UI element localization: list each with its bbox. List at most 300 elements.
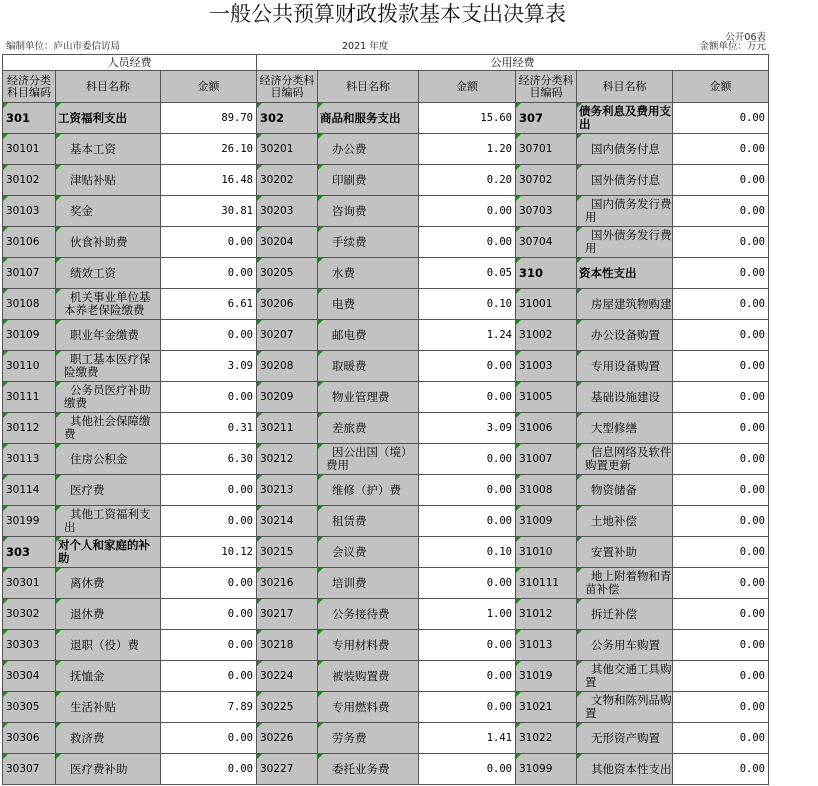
code-cell[interactable]: 30112 [3,413,56,444]
cell-comment-marker [318,258,323,263]
amount-cell[interactable]: 0.00 [161,258,257,289]
cell-comment-marker [3,134,8,139]
code-cell[interactable]: 30306 [3,723,56,754]
cell-comment-marker [318,568,323,573]
name-cell[interactable] [56,320,161,351]
name-cell[interactable] [577,227,673,258]
amount-cell[interactable]: 0.00 [673,258,769,289]
amount-cell[interactable]: 0.00 [161,599,257,630]
code-cell[interactable]: 31019 [516,661,577,692]
name-cell[interactable] [318,351,419,382]
name-cell[interactable] [577,258,673,289]
amount-cell[interactable]: 0.00 [161,382,257,413]
subject-name: 安置补助 [591,544,637,559]
amount-cell[interactable]: 0.20 [419,165,516,196]
name-cell[interactable] [318,444,419,475]
code-cell[interactable]: 30206 [257,289,318,320]
subject-name: 对个人和家庭的补助 [58,538,150,565]
page-title: 一般公共预算财政拨款基本支出决算表 [209,2,566,26]
name-cell[interactable] [577,630,673,661]
code-cell[interactable]: 302 [257,103,318,134]
code-cell[interactable]: 30217 [257,599,318,630]
subject-name: 被装购置费 [332,668,390,683]
code-cell[interactable]: 30110 [3,351,56,382]
code-cell[interactable]: 31021 [516,692,577,723]
name-cell[interactable] [56,258,161,289]
code-cell[interactable]: 31013 [516,630,577,661]
cell-comment-marker [516,351,521,356]
table-row [3,320,769,351]
cell-comment-marker [257,134,262,139]
subject-name: 抚恤金 [70,668,105,683]
header-name[interactable]: 科目名称 [318,71,419,103]
cell-comment-marker [257,413,262,418]
amount-cell[interactable]: 0.00 [419,661,516,692]
code-cell[interactable]: 31022 [516,723,577,754]
code-cell[interactable]: 30106 [3,227,56,258]
name-cell[interactable] [318,196,419,227]
subject-name: 离休费 [70,575,105,590]
cell-comment-marker [3,537,8,542]
amount-cell[interactable]: 0.00 [673,413,769,444]
amount-cell[interactable]: 0.00 [161,630,257,661]
code-cell[interactable]: 30213 [257,475,318,506]
code-cell[interactable]: 30101 [3,134,56,165]
code-cell[interactable]: 30199 [3,506,56,537]
name-cell[interactable] [318,165,419,196]
subject-name: 委托业务费 [332,761,390,776]
group-personnel[interactable]: 人员经费 [3,55,257,71]
cell-comment-marker [318,165,323,170]
subject-name: 救济费 [70,730,105,745]
name-cell[interactable] [318,723,419,754]
subject-name: 咨询费 [332,203,367,218]
amount-cell[interactable]: 0.00 [673,196,769,227]
name-cell[interactable] [577,475,673,506]
cell-comment-marker [257,754,262,759]
cell-comment-marker [577,444,582,449]
amount-cell[interactable]: 0.00 [673,661,769,692]
cell-comment-marker [516,599,521,604]
amount-cell[interactable]: 0.00 [161,475,257,506]
code-cell[interactable]: 310 [516,258,577,289]
code-cell[interactable]: 30102 [3,165,56,196]
name-cell[interactable] [577,103,673,134]
name-cell[interactable] [56,475,161,506]
name-cell[interactable] [56,506,161,537]
subject-name: 津贴补贴 [70,172,116,187]
subject-name: 国外债务发行费用 [585,228,672,255]
subject-name: 邮电费 [332,327,367,342]
cell-comment-marker [56,599,61,604]
code-cell[interactable]: 30204 [257,227,318,258]
cell-comment-marker [3,692,8,697]
subject-name: 债务利息及费用支出 [579,104,671,131]
code-cell[interactable]: 30701 [516,134,577,165]
cell-comment-marker [257,103,262,108]
name-cell[interactable] [56,599,161,630]
subject-name: 伙食补助费 [70,234,128,249]
amount-cell[interactable]: 0.00 [673,599,769,630]
name-cell[interactable] [577,289,673,320]
code-cell[interactable]: 30103 [3,196,56,227]
amount-cell[interactable]: 0.00 [419,630,516,661]
amount-cell[interactable]: 0.00 [673,227,769,258]
amount-cell[interactable]: 0.00 [673,444,769,475]
cell-comment-marker [257,630,262,635]
cell-comment-marker [516,165,521,170]
amount-cell[interactable]: 1.00 [419,599,516,630]
name-cell[interactable] [318,599,419,630]
cell-comment-marker [56,444,61,449]
amount-cell[interactable]: 0.00 [673,351,769,382]
name-cell[interactable] [56,165,161,196]
amount-cell[interactable]: 0.00 [161,723,257,754]
amount-cell[interactable]: 0.00 [673,630,769,661]
code-cell[interactable]: 30226 [257,723,318,754]
name-cell[interactable] [577,351,673,382]
amount-cell[interactable]: 16.48 [161,165,257,196]
header-code[interactable]: 经济分类科目编码 [3,71,56,103]
name-cell[interactable] [577,444,673,475]
code-cell[interactable]: 30305 [3,692,56,723]
code-cell[interactable]: 30208 [257,351,318,382]
code-cell[interactable]: 30111 [3,382,56,413]
code-cell[interactable]: 30202 [257,165,318,196]
cell-comment-marker [577,754,582,759]
code-cell[interactable]: 31007 [516,444,577,475]
amount-cell[interactable]: 0.00 [161,227,257,258]
subject-name: 职业年金缴费 [70,327,139,342]
amount-cell[interactable]: 1.24 [419,320,516,351]
subject-name: 商品和服务支出 [320,110,401,125]
cell-comment-marker [257,599,262,604]
amount-cell[interactable]: 0.00 [419,382,516,413]
code-cell[interactable]: 31008 [516,475,577,506]
cell-comment-marker [577,351,582,356]
code-cell[interactable]: 30704 [516,227,577,258]
group-public[interactable]: 公用经费 [257,55,769,71]
header-code[interactable]: 经济分类科目编码 [257,71,318,103]
cell-comment-marker [516,754,521,759]
name-cell[interactable] [56,413,161,444]
subject-name: 住房公积金 [70,451,128,466]
name-cell[interactable] [318,692,419,723]
amount-cell[interactable]: 10.12 [161,537,257,568]
cell-comment-marker [577,723,582,728]
code-cell[interactable]: 31010 [516,537,577,568]
amount-cell[interactable]: 0.00 [419,475,516,506]
code-cell[interactable]: 303 [3,537,56,568]
name-cell[interactable] [56,134,161,165]
amount-cell[interactable]: 89.70 [161,103,257,134]
name-cell[interactable] [318,289,419,320]
header-name[interactable]: 科目名称 [56,71,161,103]
amount-cell[interactable]: 3.09 [419,413,516,444]
cell-comment-marker [577,134,582,139]
cell-comment-marker [257,382,262,387]
name-cell[interactable] [318,382,419,413]
code-cell[interactable]: 31006 [516,413,577,444]
cell-comment-marker [257,661,262,666]
subject-name: 因公出国（境）费用 [326,445,413,472]
cell-comment-marker [577,103,582,108]
name-cell[interactable] [56,537,161,568]
table-row [3,661,769,692]
name-cell[interactable] [56,444,161,475]
amount-cell[interactable]: 0.00 [419,568,516,599]
amount-cell[interactable]: 0.00 [161,754,257,785]
amount-cell[interactable]: 0.00 [673,382,769,413]
amount-cell[interactable]: 0.05 [419,258,516,289]
code-cell[interactable]: 30301 [3,568,56,599]
cell-comment-marker [318,196,323,201]
code-cell[interactable]: 30107 [3,258,56,289]
code-cell[interactable]: 30205 [257,258,318,289]
amount-cell[interactable]: 0.00 [419,692,516,723]
code-cell[interactable]: 310111 [516,568,577,599]
code-cell[interactable]: 30703 [516,196,577,227]
table-row [3,196,769,227]
header-amount[interactable]: 金额 [161,71,257,103]
name-cell[interactable] [318,413,419,444]
code-cell[interactable]: 30201 [257,134,318,165]
cell-comment-marker [577,692,582,697]
code-cell[interactable]: 30307 [3,754,56,785]
subject-name: 其他社会保障缴费 [64,414,151,441]
cell-comment-marker [318,754,323,759]
subject-name: 医疗费 [70,482,105,497]
name-cell[interactable] [577,661,673,692]
code-cell[interactable]: 30113 [3,444,56,475]
name-cell[interactable] [56,227,161,258]
cell-comment-marker [516,258,521,263]
amount-cell[interactable]: 26.10 [161,134,257,165]
subject-name: 租赁费 [332,513,367,528]
amount-cell[interactable]: 6.30 [161,444,257,475]
subject-name: 印刷费 [332,172,367,187]
code-cell[interactable]: 307 [516,103,577,134]
name-cell[interactable] [318,661,419,692]
cell-comment-marker [3,599,8,604]
cell-comment-marker [3,103,8,108]
name-cell[interactable] [56,568,161,599]
name-cell[interactable] [56,103,161,134]
amount-cell[interactable]: 0.00 [673,475,769,506]
name-cell[interactable] [318,134,419,165]
amount-cell[interactable]: 0.00 [161,661,257,692]
name-cell[interactable] [56,692,161,723]
name-cell[interactable] [577,599,673,630]
cell-comment-marker [56,475,61,480]
name-cell[interactable] [577,568,673,599]
name-cell[interactable] [56,661,161,692]
name-cell[interactable] [318,568,419,599]
amount-cell[interactable]: 0.00 [419,506,516,537]
code-cell[interactable]: 30212 [257,444,318,475]
amount-cell[interactable]: 0.31 [161,413,257,444]
name-cell[interactable] [56,382,161,413]
name-cell[interactable] [318,754,419,785]
code-cell[interactable]: 30304 [3,661,56,692]
code-cell[interactable]: 31009 [516,506,577,537]
code-cell[interactable]: 30203 [257,196,318,227]
code-cell[interactable]: 30207 [257,320,318,351]
amount-cell[interactable]: 1.20 [419,134,516,165]
code-cell[interactable]: 31005 [516,382,577,413]
code-cell[interactable]: 31002 [516,320,577,351]
cell-comment-marker [257,320,262,325]
amount-cell[interactable]: 7.89 [161,692,257,723]
amount-cell[interactable]: 1.41 [419,723,516,754]
cell-comment-marker [257,506,262,511]
amount-cell[interactable]: 0.00 [161,506,257,537]
name-cell[interactable] [56,754,161,785]
name-cell[interactable] [577,754,673,785]
code-cell[interactable]: 30214 [257,506,318,537]
cell-comment-marker [318,723,323,728]
amount-cell[interactable]: 6.61 [161,289,257,320]
subject-name: 房屋建筑物购建 [591,296,672,311]
cell-comment-marker [516,103,521,108]
name-cell[interactable] [318,630,419,661]
amount-cell[interactable]: 0.00 [161,568,257,599]
cell-comment-marker [3,227,8,232]
code-cell[interactable]: 31012 [516,599,577,630]
amount-cell[interactable]: 0.10 [419,289,516,320]
amount-cell[interactable]: 0.00 [419,351,516,382]
code-cell[interactable]: 30211 [257,413,318,444]
name-cell[interactable] [577,320,673,351]
name-cell[interactable] [577,692,673,723]
cell-comment-marker [56,506,61,511]
name-cell[interactable] [56,289,161,320]
amount-cell[interactable]: 0.00 [673,568,769,599]
subject-name: 劳务费 [332,730,367,745]
header-amount[interactable]: 金额 [419,71,516,103]
amount-cell[interactable]: 0.10 [419,537,516,568]
code-cell[interactable]: 31001 [516,289,577,320]
name-cell[interactable] [318,537,419,568]
code-cell[interactable]: 31003 [516,351,577,382]
name-cell[interactable] [56,196,161,227]
code-cell[interactable]: 30215 [257,537,318,568]
subject-name: 水费 [332,265,355,280]
code-cell[interactable]: 30224 [257,661,318,692]
subject-name: 其他交通工具购置 [585,662,672,689]
code-cell[interactable]: 30227 [257,754,318,785]
name-cell[interactable] [577,413,673,444]
amount-cell[interactable]: 0.00 [673,723,769,754]
name-cell[interactable] [577,165,673,196]
code-cell[interactable]: 30216 [257,568,318,599]
cell-comment-marker [56,258,61,263]
subject-name: 医疗费补助 [70,761,128,776]
amount-cell[interactable]: 0.00 [673,165,769,196]
name-cell[interactable] [56,723,161,754]
cell-comment-marker [516,723,521,728]
amount-cell[interactable]: 0.00 [673,754,769,785]
table-row [3,692,769,723]
cell-comment-marker [257,351,262,356]
name-cell[interactable] [318,103,419,134]
amount-cell[interactable]: 0.00 [673,103,769,134]
cell-comment-marker [56,134,61,139]
cell-comment-marker [257,537,262,542]
code-cell[interactable]: 30109 [3,320,56,351]
amount-cell[interactable]: 0.00 [673,134,769,165]
name-cell[interactable] [318,506,419,537]
cell-comment-marker [56,103,61,108]
header-amount[interactable]: 金额 [673,71,769,103]
amount-cell[interactable]: 0.00 [673,537,769,568]
subject-name: 国内债务发行费用 [585,197,672,224]
amount-cell[interactable]: 3.09 [161,351,257,382]
name-cell[interactable] [318,227,419,258]
name-cell[interactable] [577,537,673,568]
amount-cell[interactable]: 0.00 [673,692,769,723]
amount-cell[interactable]: 0.00 [673,320,769,351]
amount-cell[interactable]: 0.00 [419,227,516,258]
amount-cell[interactable]: 0.00 [419,196,516,227]
code-cell[interactable]: 30302 [3,599,56,630]
subject-name: 拆迁补偿 [591,606,637,621]
code-cell[interactable]: 301 [3,103,56,134]
subject-name: 绩效工资 [70,265,116,280]
form-number: 公开06表 [725,32,766,43]
table-row [3,382,769,413]
name-cell[interactable] [577,723,673,754]
name-cell[interactable] [577,134,673,165]
cell-comment-marker [318,382,323,387]
name-cell[interactable] [318,258,419,289]
code-cell[interactable]: 30114 [3,475,56,506]
header-code[interactable]: 经济分类科目编码 [516,71,577,103]
amount-cell[interactable]: 0.00 [161,320,257,351]
cell-comment-marker [318,661,323,666]
amount-cell[interactable]: 0.00 [673,289,769,320]
name-cell[interactable] [56,630,161,661]
name-cell[interactable] [577,506,673,537]
amount-cell[interactable]: 0.00 [673,506,769,537]
cell-comment-marker [257,723,262,728]
amount-cell[interactable]: 15.60 [419,103,516,134]
amount-cell[interactable]: 0.00 [419,754,516,785]
name-cell[interactable] [318,320,419,351]
amount-cell[interactable]: 30.81 [161,196,257,227]
name-cell[interactable] [56,351,161,382]
code-cell[interactable]: 31099 [516,754,577,785]
amount-cell[interactable]: 0.00 [419,444,516,475]
name-cell[interactable] [577,382,673,413]
name-cell[interactable] [318,475,419,506]
code-cell[interactable]: 30108 [3,289,56,320]
cell-comment-marker [577,506,582,511]
code-cell[interactable]: 30303 [3,630,56,661]
name-cell[interactable] [577,196,673,227]
cell-comment-marker [318,289,323,294]
cell-comment-marker [318,103,323,108]
code-cell[interactable]: 30209 [257,382,318,413]
code-cell[interactable]: 30218 [257,630,318,661]
code-cell[interactable]: 30702 [516,165,577,196]
code-cell[interactable]: 30225 [257,692,318,723]
header-name[interactable]: 科目名称 [577,71,673,103]
cell-comment-marker [577,599,582,604]
cell-comment-marker [516,382,521,387]
cell-comment-marker [516,320,521,325]
cell-comment-marker [56,289,61,294]
